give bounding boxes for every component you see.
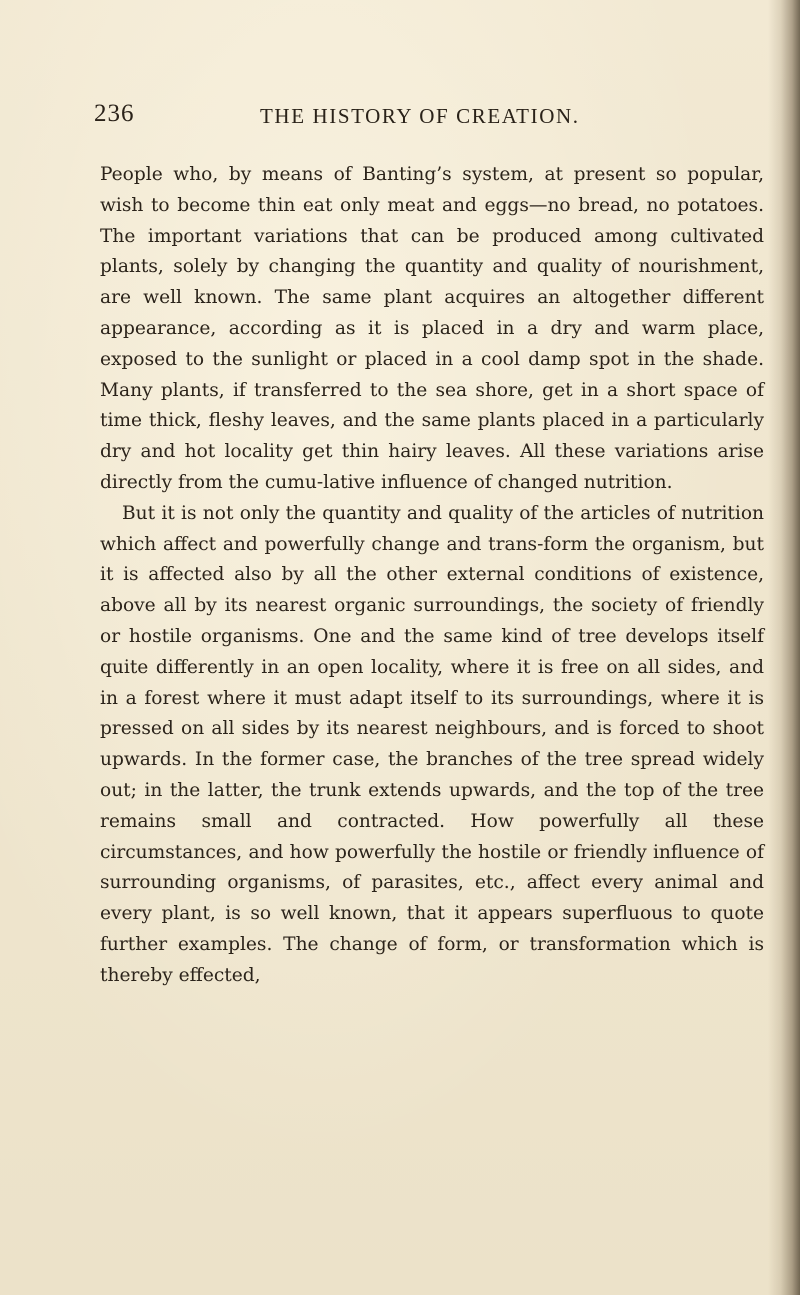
page-edge-shadow <box>768 0 800 1295</box>
page-number: 236 <box>94 100 135 127</box>
paragraph: People who, by means of Banting’s system, at present so popular, wish to become thin eat only meat and eggs—no bread, no potatoes. The important variations that can be produced among cultivated plants, solely by changing the quantity and quality of nourishment, are well known. The same plant acquires an altogether different appearance, according as it is placed in a dry and warm place, exposed to the sunlight or placed in a cool damp spot in the shade. Many plants, if transferred to the sea shore, get in a short space of time thick, fleshy leaves, and the same plants placed in a particularly dry and hot locality get thin hairy leaves. All these variations arise directly from the cumu-lative influence of changed nutrition. <box>100 164 764 493</box>
page-header <box>94 100 774 140</box>
running-head: THE HISTORY OF CREATION. <box>260 104 580 128</box>
paragraph: But it is not only the quantity and quality of the articles of nutrition which affect and powerfully change and trans-form the organism, but it is affected also by all the other external conditions of existence, above all by its nearest organic surroundings, the society of friendly or hostile organisms. One and the same kind of tree develops itself quite differently in an open locality, where it is free on all sides, and in a forest where it must adapt itself to its surroundings, where it is pressed on all sides by its nearest neighbours, and is forced to shoot upwards. In the former case, the branches of the tree spread widely out; in the latter, the trunk extends upwards, and the top of the tree remains small and contracted. How powerfully all these circumstances, and how powerfully the hostile or friendly influence of surrounding organisms, of parasites, etc., affect every animal and every plant, is so well known, that it appears superfluous to quote further examples. The change of form, or transformation which is thereby effected, <box>100 502 764 986</box>
body-text <box>100 160 764 992</box>
